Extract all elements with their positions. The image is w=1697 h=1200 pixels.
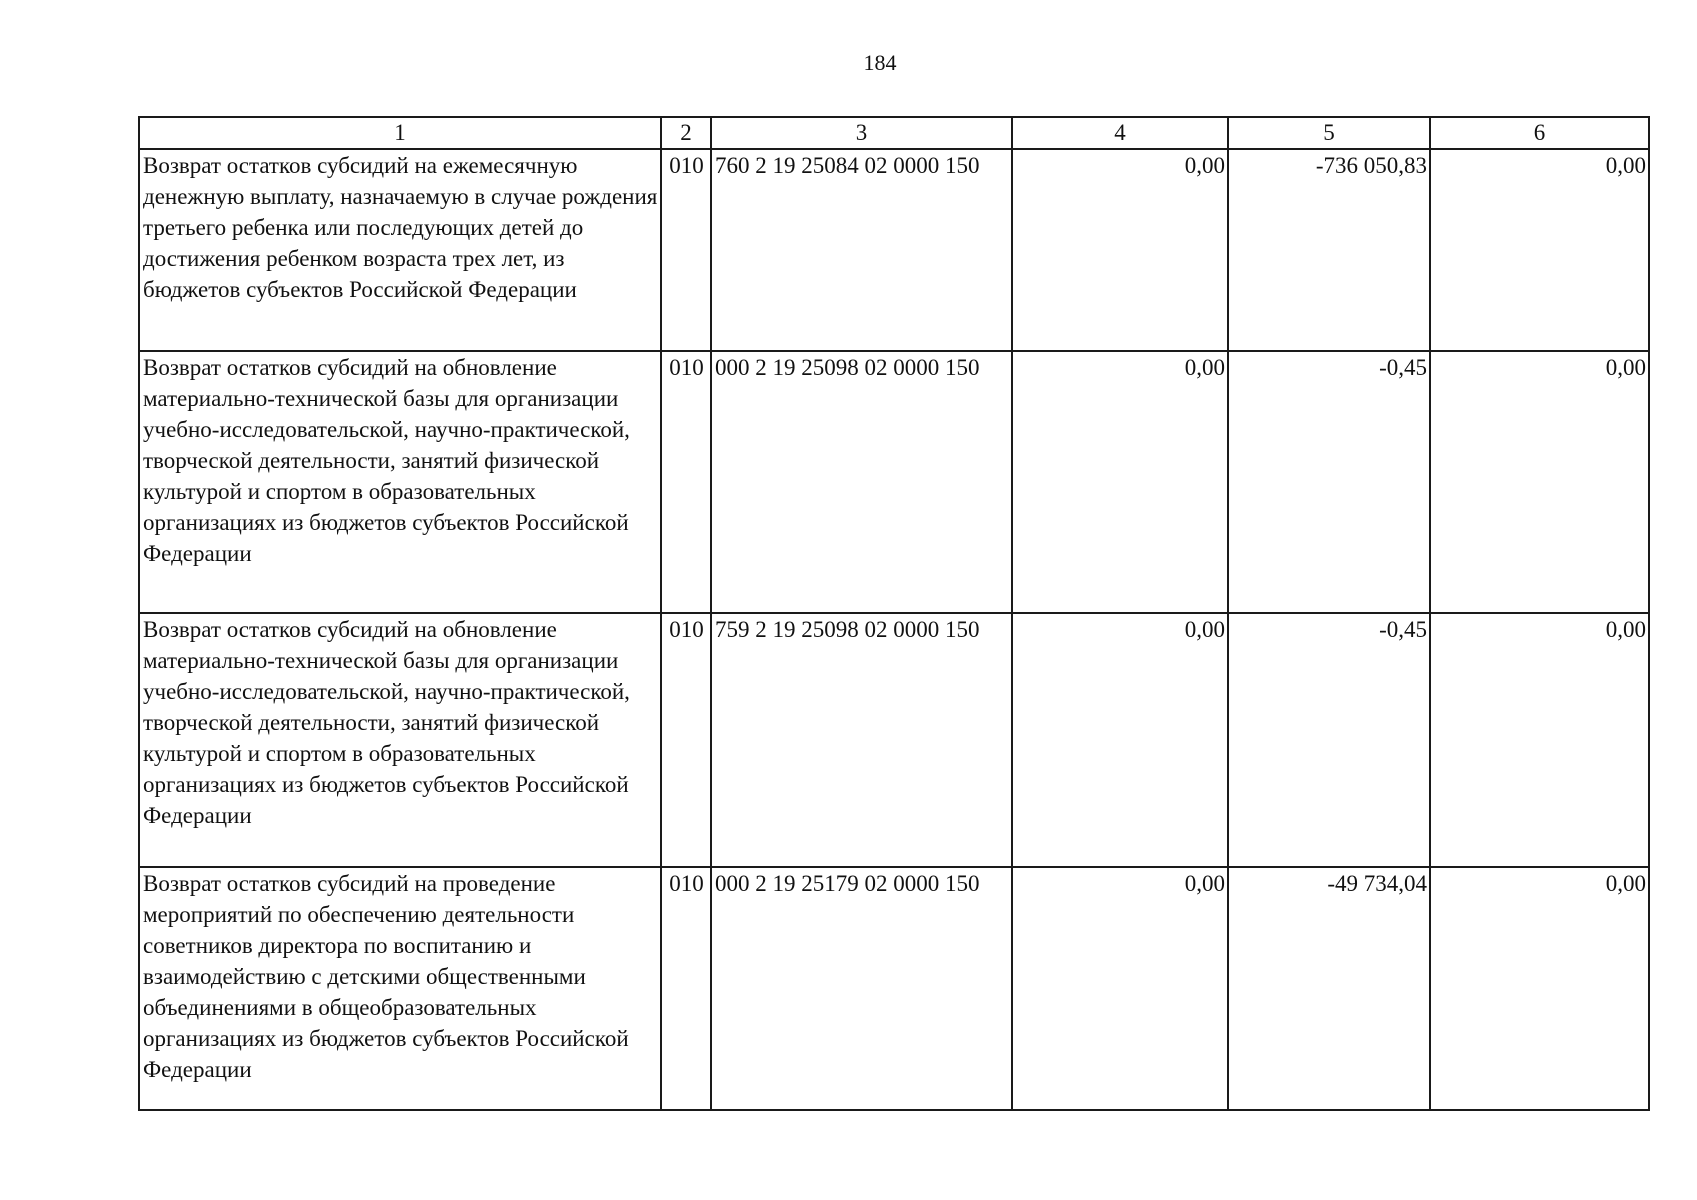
row-col5-value: -736 050,83 (1228, 149, 1430, 351)
row-admin-code: 010 (661, 613, 711, 867)
page-number: 184 (863, 50, 897, 75)
row-col6-value: 0,00 (1430, 149, 1649, 351)
header-col-6: 6 (1430, 117, 1649, 149)
row-col6-value: 0,00 (1430, 613, 1649, 867)
row-col5-value: -0,45 (1228, 613, 1430, 867)
row-kbk-code: 000 2 19 25179 02 0000 150 (711, 867, 1012, 1110)
row-col4-value: 0,00 (1012, 149, 1228, 351)
table-header-row (139, 117, 1649, 149)
row-kbk-code: 000 2 19 25098 02 0000 150 (711, 351, 1012, 613)
row-description: Возврат остатков субсидий на ежемесячную денежную выплату, назначаемую в случае рождения третьего ребенка или последующих детей до достижения ребенком возраста трех лет, из бюджетов субъектов Российской Федерации (139, 149, 661, 351)
header-col-2: 2 (661, 117, 711, 149)
table-row (139, 149, 1649, 351)
row-col6-value: 0,00 (1430, 867, 1649, 1110)
row-kbk-code: 760 2 19 25084 02 0000 150 (711, 149, 1012, 351)
row-description: Возврат остатков субсидий на обновление материально-технической базы для организации учебно-исследовательской, научно-практической, творческой деятельности, занятий физической культурой и спортом в образовательных организациях из бюджетов субъектов Российской Федерации (139, 351, 661, 613)
row-kbk-code: 759 2 19 25098 02 0000 150 (711, 613, 1012, 867)
header-col-3: 3 (711, 117, 1012, 149)
header-col-1: 1 (139, 117, 661, 149)
row-description: Возврат остатков субсидий на проведение мероприятий по обеспечению деятельности советников директора по воспитанию и взаимодействию с детскими общественными объединениями в общеобразовательных организациях из бюджетов субъектов Российской Федерации (139, 867, 661, 1110)
row-col6-value: 0,00 (1430, 351, 1649, 613)
table-row (139, 351, 1649, 613)
row-col5-value: -0,45 (1228, 351, 1430, 613)
row-description: Возврат остатков субсидий на обновление материально-технической базы для организации учебно-исследовательской, научно-практической, творческой деятельности, занятий физической культурой и спортом в образовательных организациях из бюджетов субъектов Российской Федерации (139, 613, 661, 867)
row-col5-value: -49 734,04 (1228, 867, 1430, 1110)
header-col-4: 4 (1012, 117, 1228, 149)
row-admin-code: 010 (661, 867, 711, 1110)
table-row (139, 867, 1649, 1110)
row-col4-value: 0,00 (1012, 867, 1228, 1110)
row-admin-code: 010 (661, 351, 711, 613)
row-col4-value: 0,00 (1012, 613, 1228, 867)
row-col4-value: 0,00 (1012, 351, 1228, 613)
header-col-5: 5 (1228, 117, 1430, 149)
row-admin-code: 010 (661, 149, 711, 351)
budget-table (138, 116, 1650, 1111)
table-row (139, 613, 1649, 867)
